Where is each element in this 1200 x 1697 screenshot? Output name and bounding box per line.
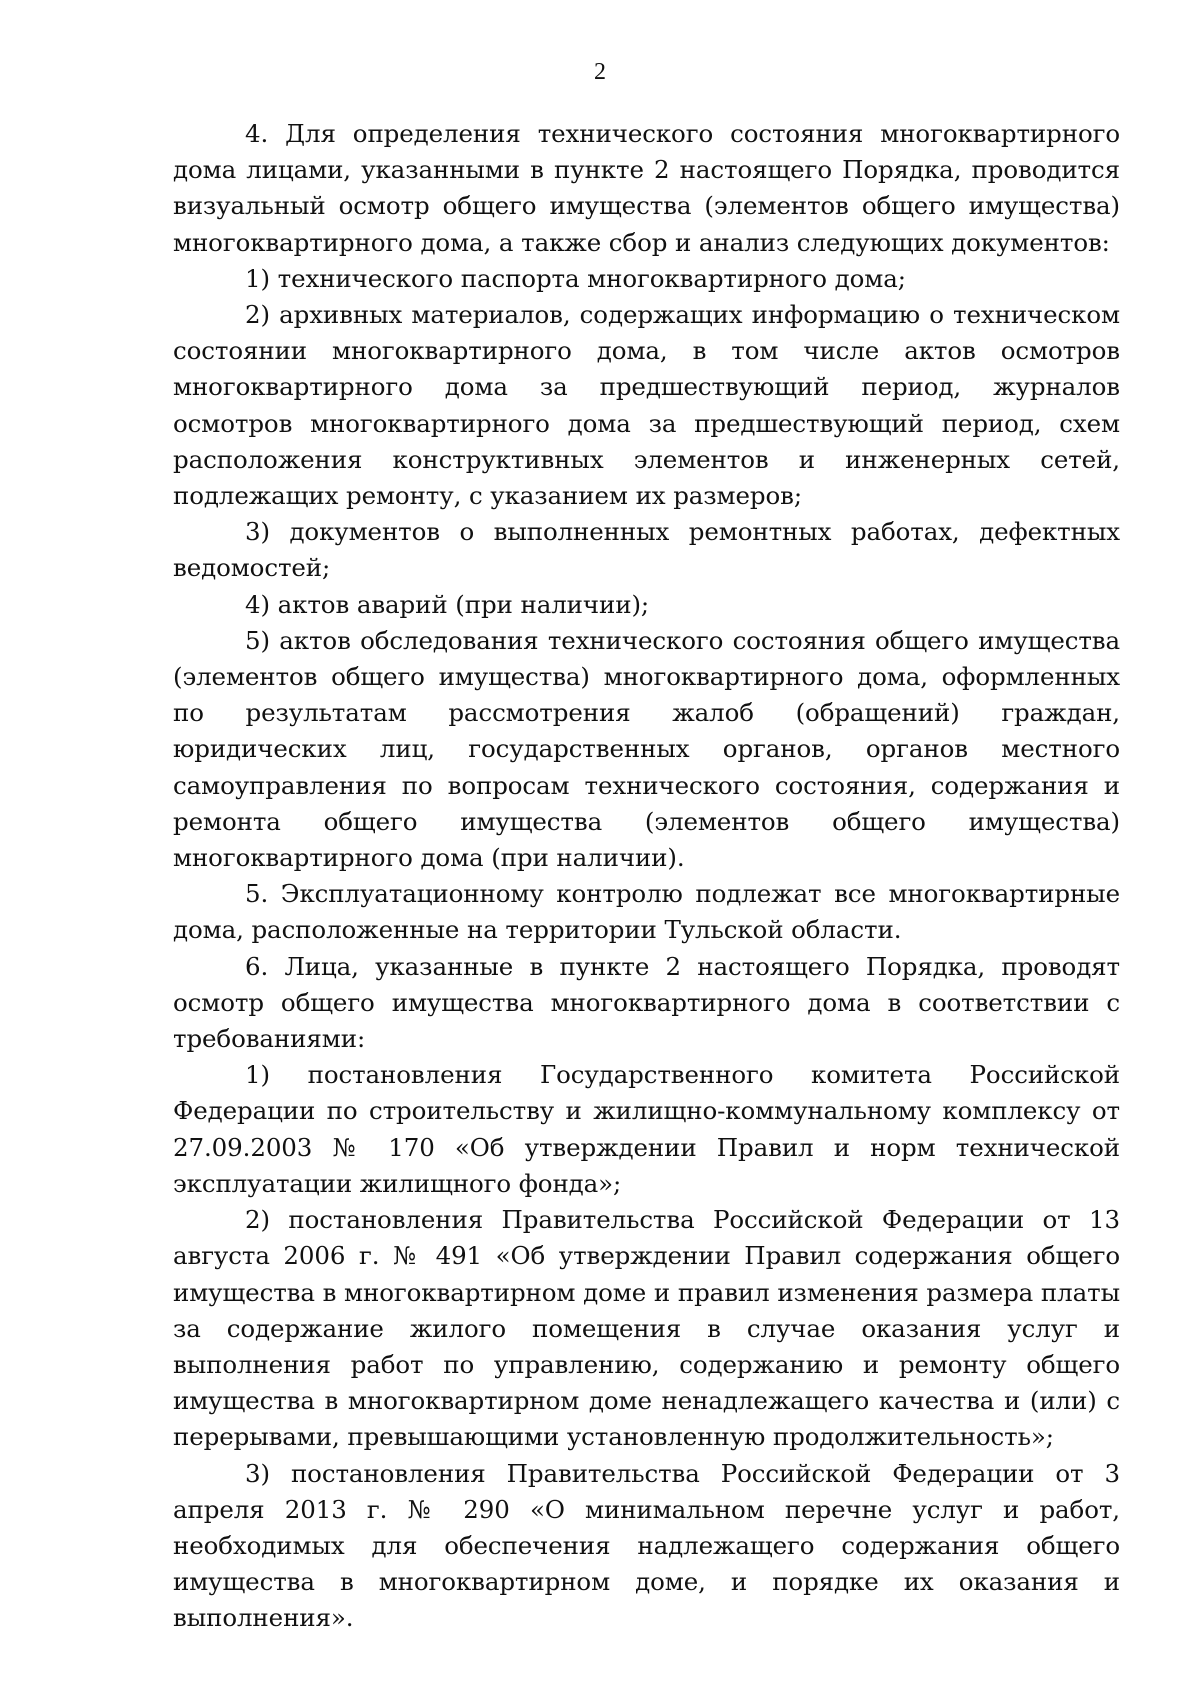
- paragraph-item-4: 4. Для определения технического состояния многоквартирного дома лицами, указанными в пункте 2 настоящего Порядка, проводится визуальный осмотр общего имущества (элементов общего имущества) многоквартирного дома, а также сбор и анализ следующих документов:: [173, 119, 1120, 257]
- paragraph-subitem-5: 5) актов обследования технического состояния общего имущества (элементов общего имущества) многоквартирного дома, оформленных по результатам рассмотрения жалоб (обращений) граждан, юридических лиц, государственных органов, органов местного самоуправления по вопросам технического состояния, содержания и ремонта общего имущества (элементов общего имущества) многоквартирного дома (при наличии).: [173, 625, 1120, 873]
- paragraph-requirement-3: 3) постановления Правительства Российской Федерации от 3 апреля 2013 г. № 290 «О минимальном перечне услуг и работ, необходимых для обеспечения надлежащего содержания общего имущества в многоквартирном доме, и порядке их оказания и выполнения».: [173, 1458, 1120, 1633]
- page-number: 2: [594, 59, 606, 85]
- paragraph-item-6: 6. Лица, указанные в пункте 2 настоящего Порядка, проводят осмотр общего имущества многоквартирного дома в соответствии с требованиями:: [173, 951, 1120, 1054]
- paragraph-subitem-1: 1) технического паспорта многоквартирного дома;: [245, 263, 906, 293]
- paragraph-subitem-3: 3) документов о выполненных ремонтных работах, дефектных ведомостей;: [173, 517, 1120, 583]
- document-body: [173, 116, 1120, 1637]
- paragraph-subitem-2: 2) архивных материалов, содержащих информацию о техническом состоянии многоквартирного дома, в том числе актов осмотров многоквартирного дома за предшествующий период, журналов осмотров многоквартирного дома за предшествующий период, схем расположения конструктивных элементов и инженерных сетей, подлежащих ремонту, с указанием их размеров;: [173, 300, 1120, 511]
- paragraph-subitem-4: 4) актов аварий (при наличии);: [245, 589, 650, 619]
- paragraph-requirement-2: 2) постановления Правительства Российской Федерации от 13 августа 2006 г. № 491 «Об утверждении Правил содержания общего имущества в многоквартирном доме и правил изменения размера платы за содержание жилого помещения в случае оказания услуг и выполнения работ по управлению, содержанию и ремонту общего имущества в многоквартирном доме ненадлежащего качества и (или) с перерывами, превышающими установленную продолжительность»;: [173, 1205, 1120, 1452]
- paragraph-item-5: 5. Эксплуатационному контролю подлежат все многоквартирные дома, расположенные на территории Тульской области.: [173, 879, 1120, 945]
- paragraph-requirement-1: 1) постановления Государственного комитета Российской Федерации по строительству и жилищно-коммунальному комплексу от 27.09.2003 № 170 «Об утверждении Правил и норм технической эксплуатации жилищного фонда»;: [173, 1060, 1120, 1198]
